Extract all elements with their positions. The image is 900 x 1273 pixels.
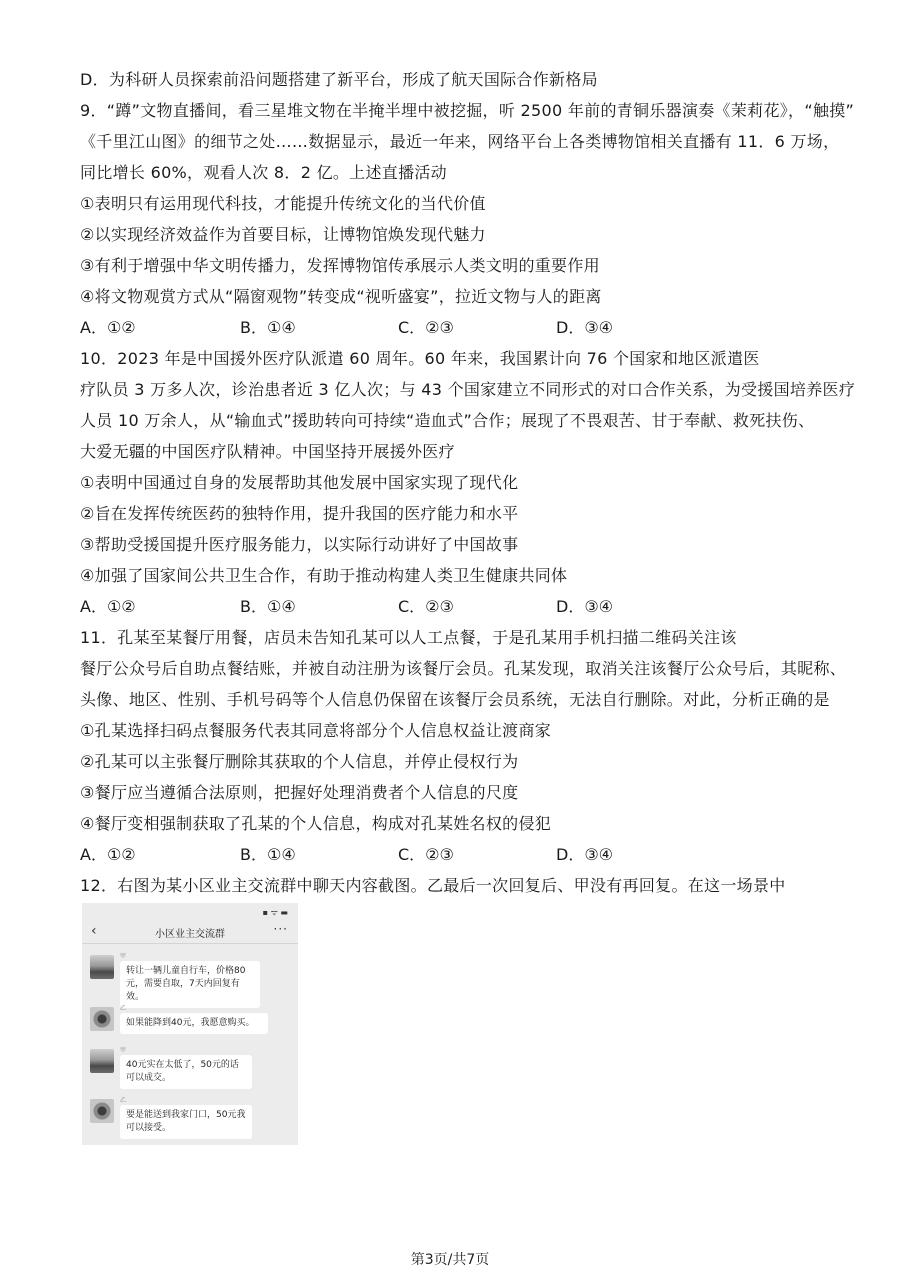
q10-statement-4: ④加强了国家间公共卫生合作，有助于推动构建人类卫生健康共同体 [80,566,568,585]
q11-statement-2: ②孔某可以主张餐厅删除其获取的个人信息，并停止侵权行为 [80,752,519,771]
sender-name: 甲 [120,1047,127,1054]
more-options-icon: ··· [273,922,288,936]
q11-option-d: D．③④ [556,845,614,864]
sender-name: 乙 [120,1097,127,1104]
option-d-previous-question: D．为科研人员探索前沿问题搭建了新平台，形成了航天国际合作新格局 [80,70,598,89]
chat-bubble: 转让一辆儿童自行车，价格80元，需要自取，7天内回复有效。 [120,961,260,1008]
q9-stem-line3: 同比增长 60%，观看人次 8．2 亿。上述直播活动 [80,163,447,182]
q9-option-c: C．②③ [398,318,454,337]
q10-stem-line3: 人员 10 万余人，从“输血式”援助转向可持续“造血式”合作；展现了不畏艰苦、甘于奉献、救死扶伤、 [80,411,815,430]
q11-stem-line2: 餐厅公众号后自助点餐结账，并被自动注册为该餐厅会员。孔某发现，取消关注该餐厅公众号后，其昵称、 [80,659,847,678]
q11-statement-4: ④餐厅变相强制获取了孔某的个人信息，构成对孔某姓名权的侵犯 [80,814,552,833]
q12-stem-line1: 12．右图为某小区业主交流群中聊天内容截图。乙最后一次回复后、甲没有再回复。在这一场景中 [80,876,786,895]
chat-bubble: 40元实在太低了，50元的话可以成交。 [120,1055,252,1089]
q10-statement-3: ③帮助受援国提升医疗服务能力，以实际行动讲好了中国故事 [80,535,519,554]
q10-stem-line2: 疗队员 3 万多人次，诊治患者近 3 亿人次；与 43 个国家建立不同形式的对口合作关系，为受援国培养医疗 [80,380,856,399]
page-number: 第3页/共7页 [410,1252,490,1268]
q10-option-c: C．②③ [398,597,454,616]
q11-stem-line1: 11．孔某至某餐厅用餐，店员未告知孔某可以人工点餐，于是孔某用手机扫描二维码关注该 [80,628,737,647]
q9-statement-3: ③有利于增强中华文明传播力，发挥博物馆传承展示人类文明的重要作用 [80,256,600,275]
chat-group-title: 小区业主交流群 [155,929,225,940]
sender-name: 甲 [120,953,127,960]
status-bar-icons: ▪ ᯤ ▬ [262,908,288,917]
q9-statement-1: ①表明只有运用现代科技，才能提升传统文化的当代价值 [80,194,486,213]
sender-name: 乙 [120,1005,127,1012]
avatar-flower-icon [90,1007,114,1031]
q10-option-b: B．①④ [240,597,296,616]
q10-statement-1: ①表明中国通过自身的发展帮助其他发展中国家实现了现代化 [80,473,519,492]
avatar-mountain-icon [90,1049,114,1073]
q9-option-b: B．①④ [240,318,296,337]
q11-stem-line3: 头像、地区、性别、手机号码等个人信息仍保留在该餐厅会员系统，无法自行删除。对此，分析正确的是 [80,690,830,709]
q10-statement-2: ②旨在发挥传统医药的独特作用，提升我国的医疗能力和水平 [80,504,519,523]
avatar-flower-icon [90,1099,114,1123]
q11-option-b: B．①④ [240,845,296,864]
q9-option-a: A．①② [80,318,136,337]
chat-bubble: 要是能送到我家门口，50元我可以接受。 [120,1105,252,1139]
chat-bubble: 如果能降到40元，我愿意购买。 [120,1013,268,1034]
q9-statement-4: ④将文物观赏方式从“隔窗观物”转变成“视听盛宴”，拉近文物与人的距离 [80,287,602,306]
q10-stem-line1: 10．2023 年是中国援外医疗队派遣 60 周年。60 年来，我国累计向 76 个国家和地区派遣医 [80,349,760,368]
header-divider [82,943,298,944]
q11-option-a: A．①② [80,845,136,864]
q11-statement-1: ①孔某选择扫码点餐服务代表其同意将部分个人信息权益让渡商家 [80,721,552,740]
q10-stem-line4: 大爱无疆的中国医疗队精神。中国坚持开展援外医疗 [80,442,455,461]
q9-stem-line2: 《千里江山图》的细节之处……数据显示，最近一年来，网络平台上各类博物馆相关直播有 11．6 万场， [80,132,840,151]
back-arrow-icon: ‹ [91,923,97,939]
chat-screenshot [82,903,298,1145]
q9-stem-line1: 9．“蹲”文物直播间，看三星堆文物在半掩半埋中被挖掘，听 2500 年前的青铜乐器演奏《茉莉花》，“触摸” [80,101,855,120]
avatar-mountain-icon [90,955,114,979]
q11-statement-3: ③餐厅应当遵循合法原则，把握好处理消费者个人信息的尺度 [80,783,519,802]
q9-option-d: D．③④ [556,318,614,337]
q9-statement-2: ②以实现经济效益作为首要目标，让博物馆焕发现代魅力 [80,225,486,244]
q10-option-d: D．③④ [556,597,614,616]
q10-option-a: A．①② [80,597,136,616]
q11-option-c: C．②③ [398,845,454,864]
